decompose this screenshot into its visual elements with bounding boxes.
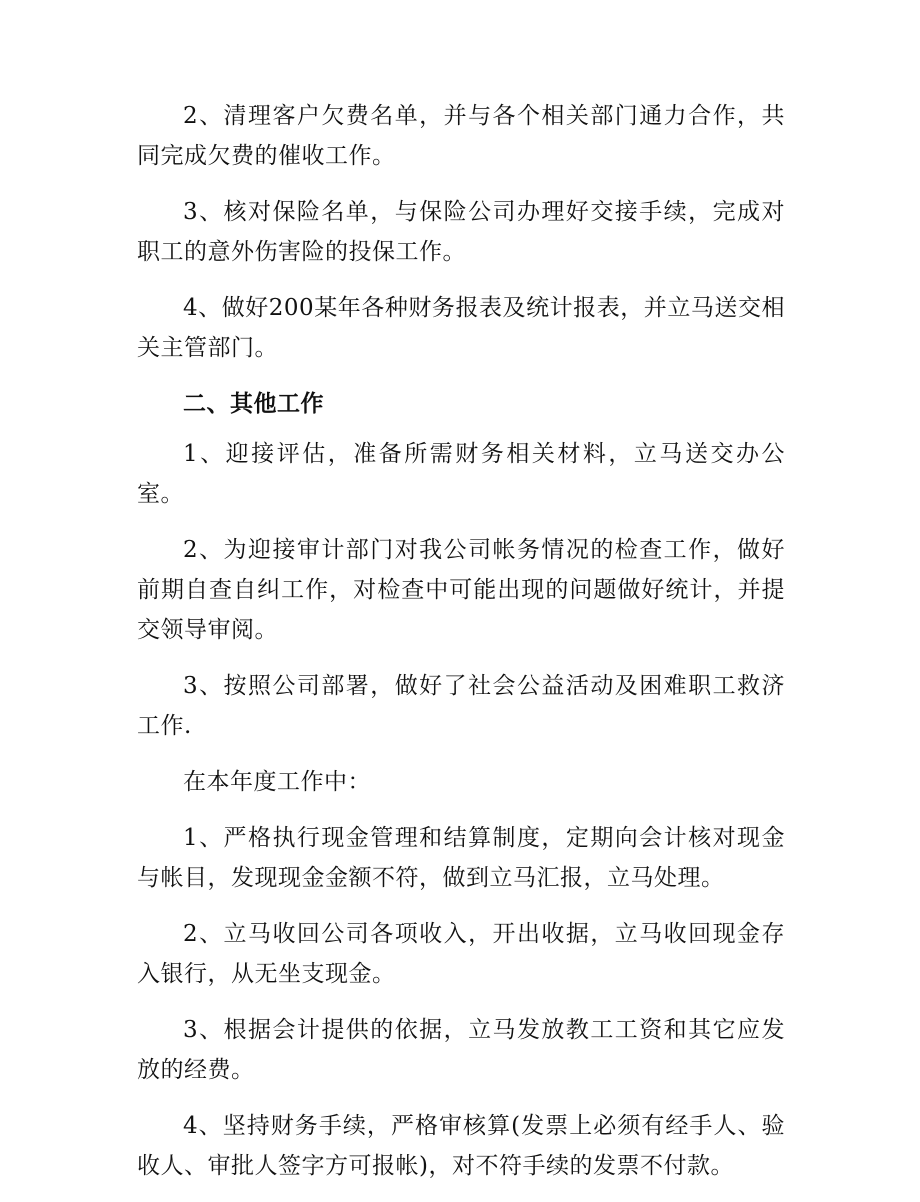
paragraph-annual-work-intro: 在本年度工作中： (183, 769, 371, 795)
paragraph-customer-arrears: 2、清理客户欠费名单，并与各个相关部门通力合作，共同完成欠费的催收工作。 (137, 103, 785, 169)
paragraph-financial-reports: 4、做好200某年各种财务报表及统计报表，并立马送交相关主管部门。 (137, 295, 785, 361)
section-heading-other-work: 二、其他工作 (183, 390, 324, 417)
paragraph-income-collection: 2、立马收回公司各项收入，开出收据，立马收回现金存入银行，从无坐支现金。 (137, 921, 785, 987)
paragraph-salary-payment: 3、根据会计提供的依据，立马发放教工工资和其它应发放的经费。 (137, 1017, 785, 1083)
paragraph-cash-management: 1、严格执行现金管理和结算制度，定期向会计核对现金与帐目，发现现金金额不符，做到立马汇报，立马处理。 (137, 825, 785, 891)
paragraph-public-welfare: 3、按照公司部署，做好了社会公益活动及困难职工救济工作. (137, 673, 785, 739)
paragraph-audit-prep: 2、为迎接审计部门对我公司帐务情况的检查工作，做好前期自查自纠工作，对检查中可能出现的问题做好统计，并提交领导审阅。 (137, 537, 785, 643)
paragraph-evaluation: 1、迎接评估，准备所需财务相关材料，立马送交办公室。 (137, 441, 785, 507)
paragraph-insurance: 3、核对保险名单，与保险公司办理好交接手续，完成对职工的意外伤害险的投保工作。 (137, 199, 785, 265)
paragraph-invoice-review: 4、坚持财务手续，严格审核算(发票上必须有经手人、验收人、审批人签字方可报帐)，对不符手续的发票不付款。 (137, 1113, 785, 1179)
document-page (137, 96, 785, 1202)
